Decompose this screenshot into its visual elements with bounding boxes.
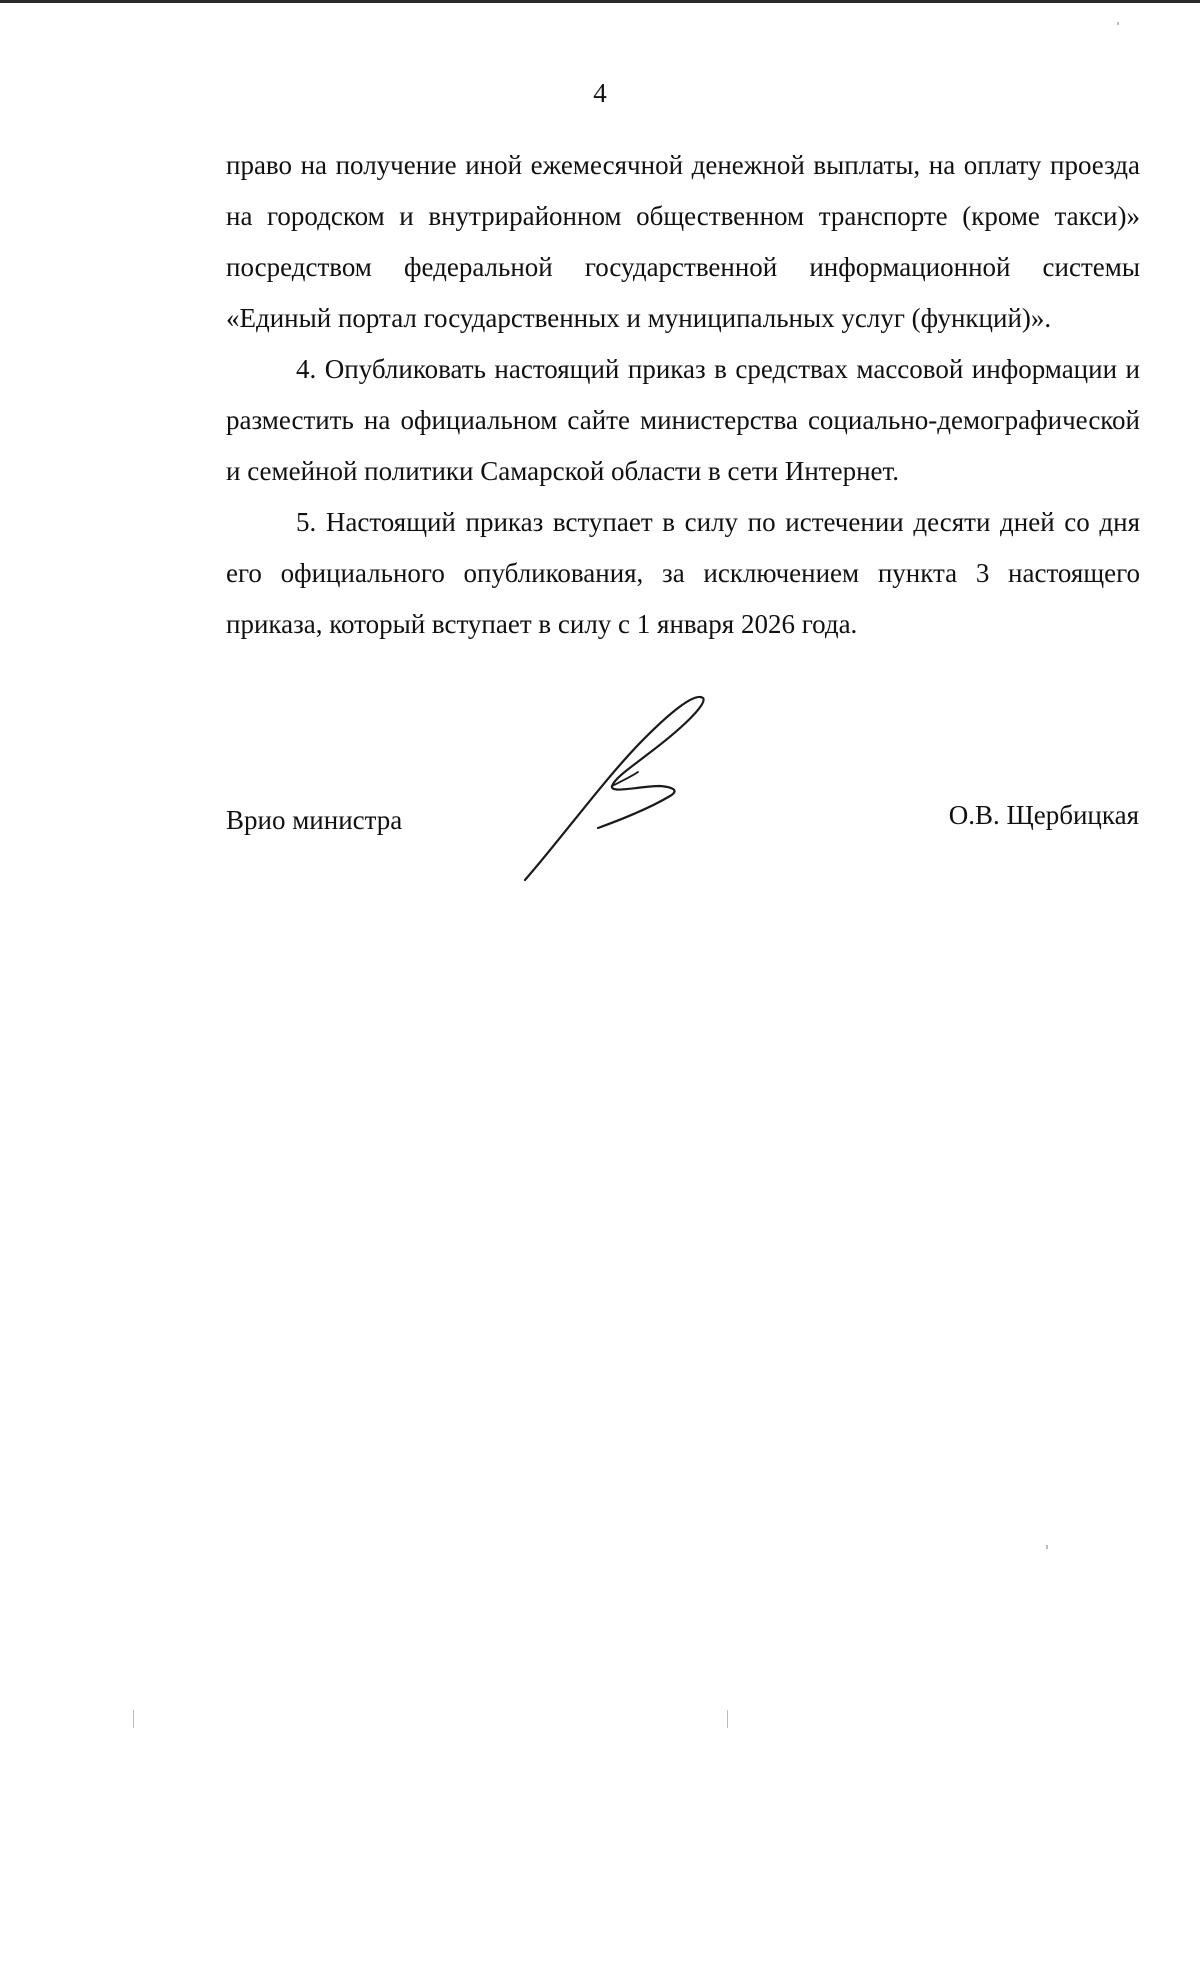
scan-speck — [727, 1710, 728, 1728]
paragraph-item-4: 4. Опубликовать настоящий приказ в средствах массовой информации и разместить на официальном сайте министерства социально-демографической и семейной политики Самарской области в сети Интернет. — [226, 354, 1140, 486]
handwritten-signature — [520, 690, 760, 890]
signatory-position: Врио министра — [226, 805, 403, 835]
scan-top-edge — [0, 0, 1200, 3]
scan-speck — [133, 1710, 134, 1728]
scan-speck — [1117, 22, 1119, 25]
paragraph-continuation: право на получение иной ежемесячной денежной выплаты, на оплату проезда на городском и внутрирайонном общественном транспорте (кроме такси)» посредством федеральной государственной информационной системы «Единый портал государственных и муниципальных услуг (функций)». — [226, 150, 1140, 333]
paragraph-item-5: 5. Настоящий приказ вступает в силу по истечении десяти дней со дня его официального опубликования, за исключением пункта 3 настоящего приказа, который вступает в силу с 1 января 2026 года. — [226, 507, 1140, 639]
document-body — [226, 140, 1140, 650]
page-number: 4 — [593, 78, 607, 108]
signatory-name: О.В. Щербицкая — [948, 800, 1139, 830]
scan-speck — [1046, 1545, 1048, 1549]
